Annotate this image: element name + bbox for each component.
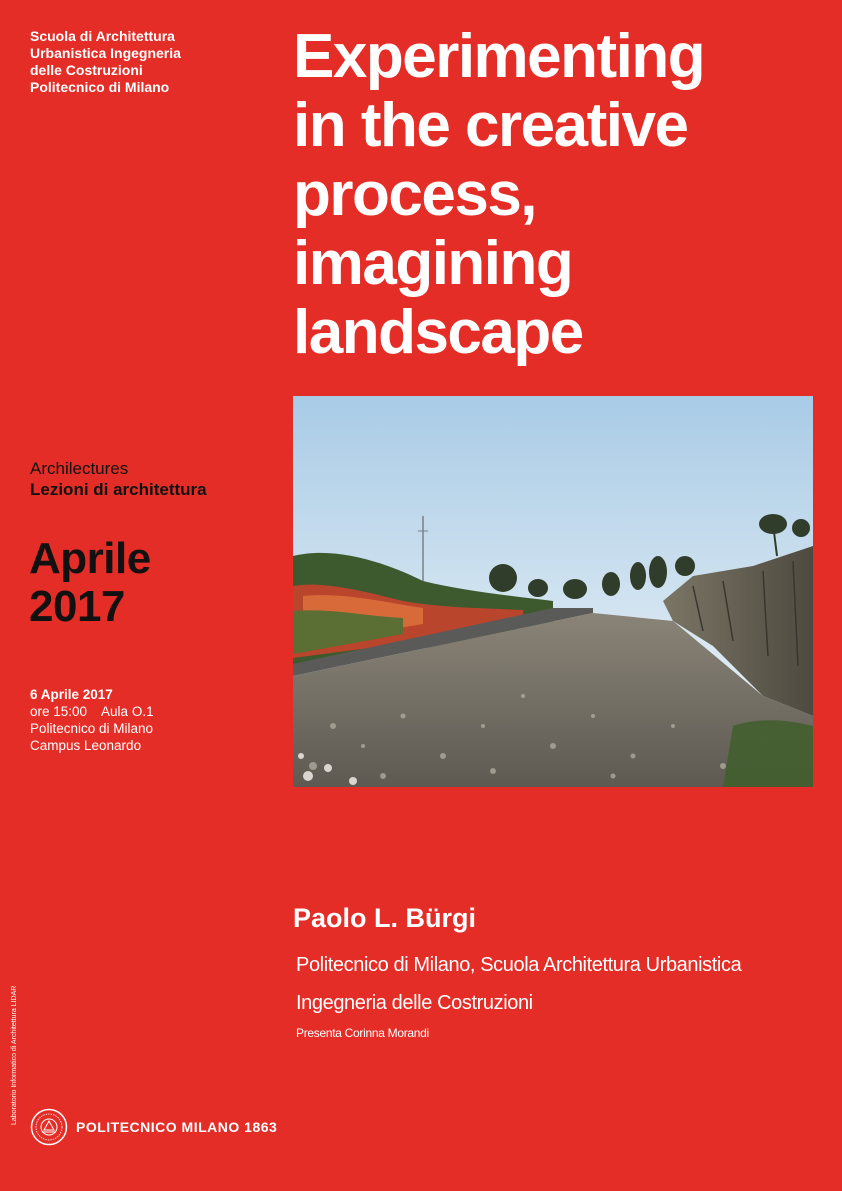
speaker-affiliation: Ingegneria delle Costruzioni xyxy=(296,992,533,1014)
series-name: Archilectures xyxy=(30,459,129,478)
title-line: Experimenting xyxy=(293,22,705,91)
event-room: Aula O.1 xyxy=(101,704,154,719)
title-line: imagining xyxy=(293,229,573,298)
title-line: process, xyxy=(293,160,537,229)
year-label: 2017 xyxy=(29,582,125,631)
event-month xyxy=(29,535,151,631)
title-line: in the creative xyxy=(293,91,688,160)
side-credit: Laboratorio Informatico di Architettura LIDAR xyxy=(11,985,18,1125)
event-date: 6 Aprile 2017 xyxy=(30,687,113,702)
event-time-row xyxy=(30,703,154,720)
landscape-photo xyxy=(293,396,813,787)
speaker-affiliation: Politecnico di Milano, Scuola Architettura Urbanistica xyxy=(296,954,742,976)
series-info xyxy=(30,458,207,500)
presenter-text: Presenta Corinna Morandi xyxy=(296,1026,429,1040)
logo-text: POLITECNICO MILANO 1863 xyxy=(76,1119,278,1135)
series-subtitle: Lezioni di architettura xyxy=(30,480,207,499)
month-label: Aprile xyxy=(29,534,151,583)
seal-icon xyxy=(30,1108,68,1146)
event-venue: Politecnico di Milano xyxy=(30,721,154,736)
speaker-name: Paolo L. Bürgi xyxy=(293,903,477,933)
school-line: Urbanistica Ingegneria xyxy=(30,45,181,61)
school-line: Scuola di Architettura xyxy=(30,28,175,44)
event-details xyxy=(30,686,154,754)
poster-title xyxy=(293,22,833,367)
school-line: Politecnico di Milano xyxy=(30,79,170,95)
title-line: landscape xyxy=(293,298,583,367)
event-time: ore 15:00 xyxy=(30,704,88,719)
school-line: delle Costruzioni xyxy=(30,62,143,78)
event-campus: Campus Leonardo xyxy=(30,738,142,753)
school-name xyxy=(30,28,181,96)
politecnico-logo xyxy=(30,1108,277,1146)
